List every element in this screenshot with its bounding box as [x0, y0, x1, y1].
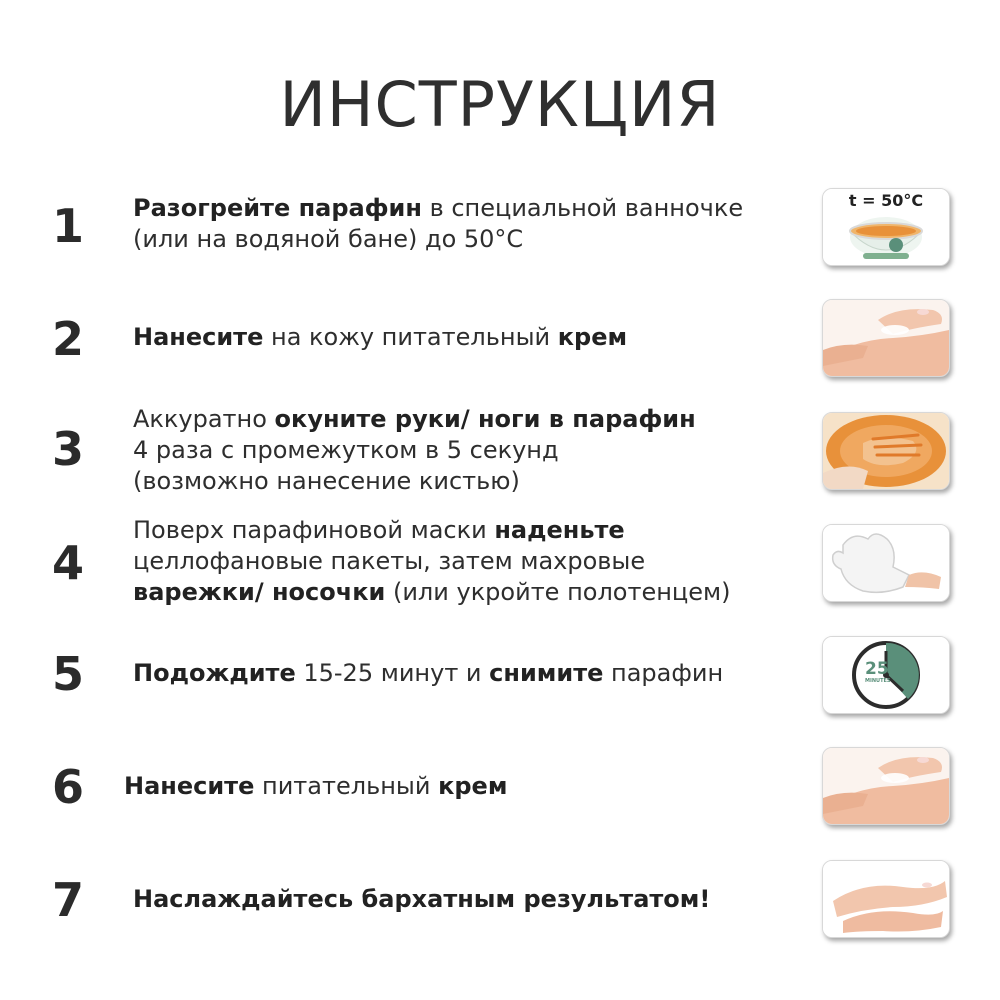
hands-icon	[822, 860, 950, 938]
step-text-regular: целлофановые пакеты, затем махровые	[133, 547, 646, 575]
step-text-bold: окуните руки/ ноги в парафин	[274, 405, 696, 433]
step-text-regular: (возможно нанесение кистью)	[133, 467, 520, 495]
mitten-icon	[822, 524, 950, 602]
step-1-text	[133, 193, 813, 255]
step-6-number: 6	[52, 760, 85, 814]
step-6-text	[124, 771, 804, 802]
step-text-bold: варежки/ носочки	[133, 578, 386, 606]
step-text-regular: на кожу питательный	[263, 323, 558, 351]
timer-icon	[822, 636, 950, 714]
step-text-bold: Нанесите	[133, 323, 264, 351]
timer-minutes-sublabel: MINUTES	[865, 678, 891, 684]
step-2-text	[133, 322, 813, 353]
step-text-bold: крем	[438, 772, 508, 800]
step-text-regular: (или на водяной бане) до 50°С	[133, 225, 524, 253]
step-text-bold: Подождите	[133, 659, 296, 687]
timer-minutes-label: 25	[865, 659, 889, 679]
step-3-number: 3	[52, 422, 85, 476]
step-text-regular: в специальной ванночке	[421, 194, 744, 222]
step-text-regular: 4 раза с промежутком в 5 секунд	[133, 436, 559, 464]
paraffin-dip-icon	[822, 412, 950, 490]
step-text-bold: Наслаждайтесь бархатным результатом!	[133, 885, 711, 913]
step-4-text	[133, 515, 813, 608]
page-title: ИНСТРУКЦИЯ	[279, 68, 721, 141]
step-text-regular: (или укройте полотенцем)	[385, 578, 731, 606]
step-2-number: 2	[52, 312, 85, 366]
cream-hand-icon	[822, 747, 950, 825]
step-7-number: 7	[52, 873, 85, 927]
step-text-regular: Поверх парафиновой маски	[133, 516, 495, 544]
step-7-text	[133, 884, 813, 915]
step-5-number: 5	[52, 647, 85, 701]
step-text-bold: снимите	[489, 659, 604, 687]
step-text-bold: крем	[557, 323, 628, 351]
temperature-label: t = 50°C	[848, 191, 924, 210]
step-text-regular: 15-25 минут и	[295, 659, 490, 687]
step-4-number: 4	[52, 536, 85, 590]
step-text-bold: наденьте	[494, 516, 625, 544]
step-5-text	[133, 658, 813, 689]
step-1-number: 1	[52, 199, 85, 253]
step-text-bold: Нанесите	[124, 772, 255, 800]
step-text-bold: Разогрейте парафин	[133, 194, 422, 222]
step-text-regular: парафин	[603, 659, 724, 687]
paraffin-bath-icon	[822, 188, 950, 266]
step-text-regular: питательный	[254, 772, 439, 800]
step-text-regular: Аккуратно	[133, 405, 275, 433]
cream-hand-icon	[822, 299, 950, 377]
step-3-text	[133, 404, 813, 497]
